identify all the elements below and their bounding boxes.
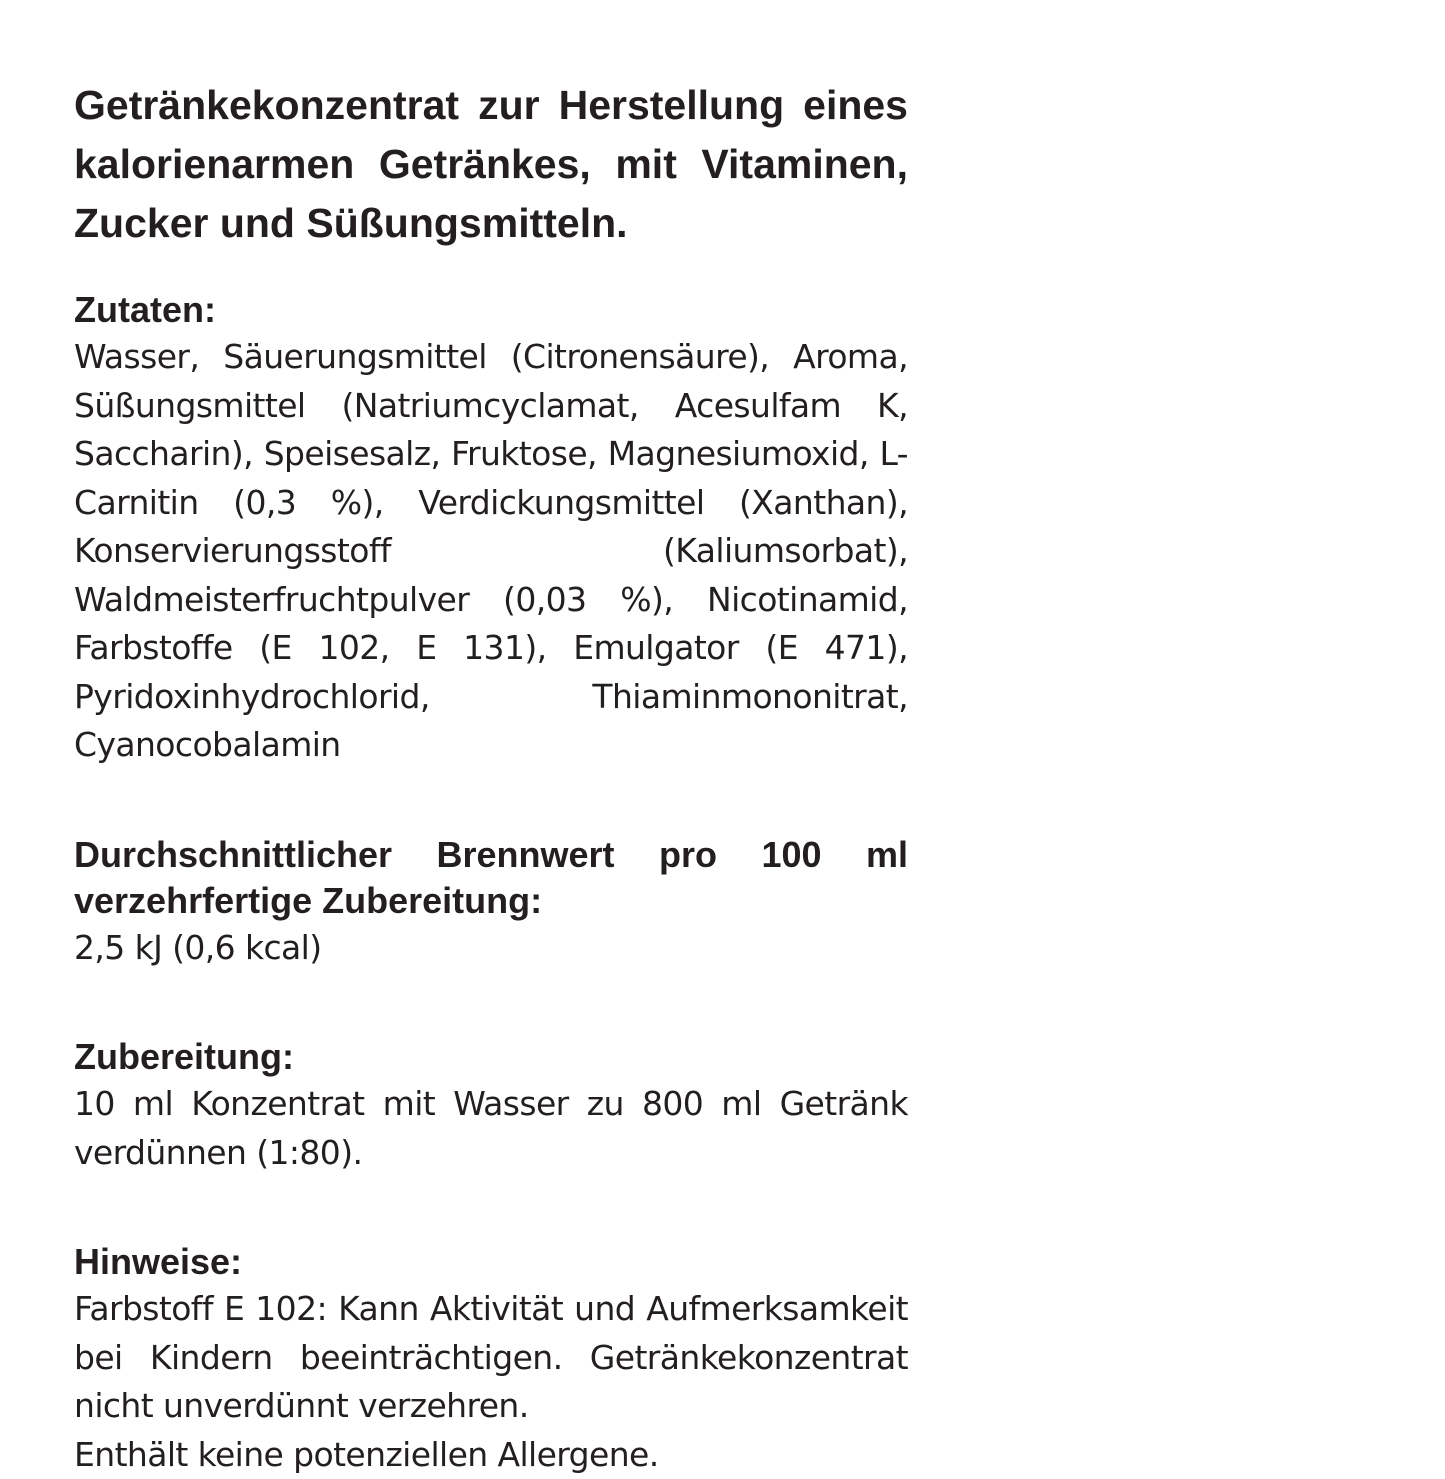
notes-section	[74, 1239, 908, 1479]
ingredients-heading: Zutaten:	[74, 287, 908, 333]
ingredients-list: Wasser, Säuerungsmittel (Citronensäure), Aroma, Süßungsmittel (Natriumcyclamat, Acesulfam K, Saccharin), Speisesalz, Fruktose, Magnesiumoxid, L-Carnitin (0,3 %), Verdickungsmittel (Xanthan), Konservierungsstoff (Kaliumsorbat), Waldmeisterfruchtpulver (0,03 %), Nicotinamid, Farbstoffe (E 102, E 131), Emulgator (E 471), Pyridoxinhydrochlorid, Thiaminmononitrat, Cyanocobalamin	[74, 333, 908, 770]
notes-text: Farbstoff E 102: Kann Aktivität und Aufmerksamkeit bei Kindern beeinträchtigen. Getränkekonzentrat nicht unverdünnt verzehren.	[74, 1285, 908, 1431]
allergen-statement: Enthält keine potenziellen Allergene.	[74, 1431, 908, 1479]
label-text-column	[74, 76, 908, 1479]
preparation-text: 10 ml Konzentrat mit Wasser zu 800 ml Getränk verdünnen (1:80).	[74, 1080, 908, 1177]
preparation-heading: Zubereitung:	[74, 1034, 908, 1080]
energy-section	[74, 832, 908, 973]
energy-heading: Durchschnittlicher Brennwert pro 100 ml verzehrfertige Zubereitung:	[74, 832, 908, 924]
notes-heading: Hinweise:	[74, 1239, 908, 1285]
energy-value: 2,5 kJ (0,6 kcal)	[74, 924, 908, 973]
product-title: Getränkekonzentrat zur Herstellung eines kalorienarmen Getränkes, mit Vitaminen, Zucker und Süßungsmitteln.	[74, 76, 908, 253]
preparation-section	[74, 1034, 908, 1177]
ingredients-section	[74, 287, 908, 770]
